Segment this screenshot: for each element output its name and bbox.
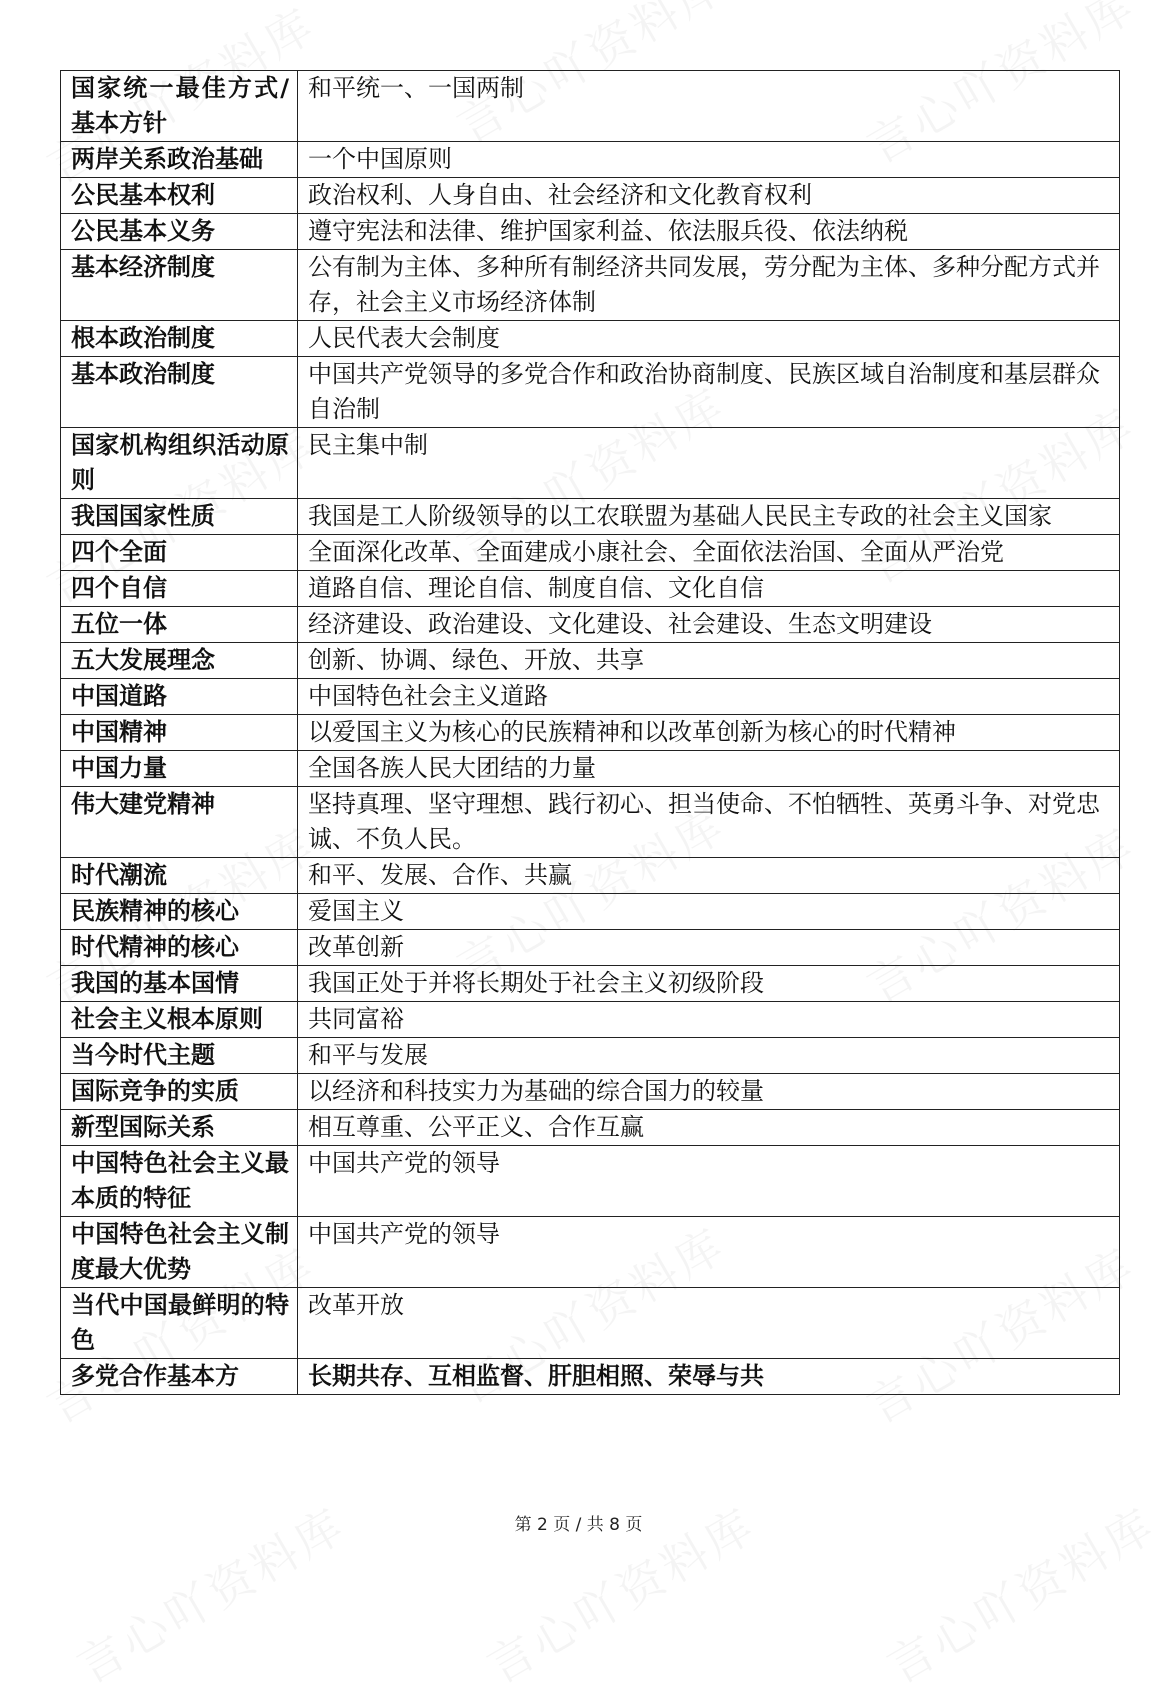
term-cell: 社会主义根本原则 (61, 1002, 298, 1038)
term-cell: 民族精神的核心 (61, 894, 298, 930)
definition-cell: 改革开放 (298, 1288, 1120, 1359)
table-row (61, 607, 1120, 643)
table-row (61, 571, 1120, 607)
table-row (61, 214, 1120, 250)
page-footer: 第 2 页 / 共 8 页 (514, 1515, 643, 1535)
term-cell: 当代中国最鲜明的特色 (61, 1288, 298, 1359)
table-row (61, 1002, 1120, 1038)
definition-cell: 长期共存、互相监督、肝胆相照、荣辱与共 (298, 1359, 1120, 1395)
term-cell: 四个自信 (61, 571, 298, 607)
term-cell: 国家统一最佳方式/基本方针 (61, 71, 298, 142)
definition-cell: 和平与发展 (298, 1038, 1120, 1074)
definition-cell: 我国是工人阶级领导的以工农联盟为基础人民民主专政的社会主义国家 (298, 499, 1120, 535)
definition-cell: 遵守宪法和法律、维护国家利益、依法服兵役、依法纳税 (298, 214, 1120, 250)
term-cell: 伟大建党精神 (61, 787, 298, 858)
definition-cell: 民主集中制 (298, 428, 1120, 499)
definition-cell: 中国共产党的领导 (298, 1217, 1120, 1288)
definition-cell: 全国各族人民大团结的力量 (298, 751, 1120, 787)
term-cell: 两岸关系政治基础 (61, 142, 298, 178)
table-row (61, 142, 1120, 178)
definition-cell: 一个中国原则 (298, 142, 1120, 178)
definition-cell: 经济建设、政治建设、文化建设、社会建设、生态文明建设 (298, 607, 1120, 643)
definition-cell: 中国共产党领导的多党合作和政治协商制度、民族区域自治制度和基层群众自治制 (298, 357, 1120, 428)
definition-cell: 中国特色社会主义道路 (298, 679, 1120, 715)
table-row (61, 1288, 1120, 1359)
table-row (61, 535, 1120, 571)
term-cell: 我国的基本国情 (61, 966, 298, 1002)
definition-cell: 公有制为主体、多种所有制经济共同发展，劳分配为主体、多种分配方式并存，社会主义市场经济体制 (298, 250, 1120, 321)
table-row (61, 1359, 1120, 1395)
table-row (61, 966, 1120, 1002)
term-cell: 新型国际关系 (61, 1110, 298, 1146)
definition-cell: 和平、发展、合作、共赢 (298, 858, 1120, 894)
definition-cell: 全面深化改革、全面建成小康社会、全面依法治国、全面从严治党 (298, 535, 1120, 571)
table-row (61, 250, 1120, 321)
term-cell: 基本经济制度 (61, 250, 298, 321)
term-cell: 根本政治制度 (61, 321, 298, 357)
term-cell: 我国国家性质 (61, 499, 298, 535)
table-row (61, 1146, 1120, 1217)
table-row (61, 178, 1120, 214)
table-row (61, 751, 1120, 787)
table-row (61, 930, 1120, 966)
table-row (61, 1217, 1120, 1288)
definition-cell: 人民代表大会制度 (298, 321, 1120, 357)
table-row (61, 321, 1120, 357)
term-cell: 国家机构组织活动原则 (61, 428, 298, 499)
table-row (61, 858, 1120, 894)
table-row (61, 71, 1120, 142)
term-cell: 四个全面 (61, 535, 298, 571)
table-row (61, 1074, 1120, 1110)
table-row (61, 499, 1120, 535)
table-row (61, 715, 1120, 751)
term-cell: 基本政治制度 (61, 357, 298, 428)
term-cell: 中国精神 (61, 715, 298, 751)
definition-cell: 和平统一、一国两制 (298, 71, 1120, 142)
term-cell: 中国力量 (61, 751, 298, 787)
definition-cell: 中国共产党的领导 (298, 1146, 1120, 1217)
term-cell: 公民基本义务 (61, 214, 298, 250)
table-row (61, 787, 1120, 858)
term-cell: 中国道路 (61, 679, 298, 715)
table-row (61, 894, 1120, 930)
definition-cell: 相互尊重、公平正义、合作互赢 (298, 1110, 1120, 1146)
definition-cell: 爱国主义 (298, 894, 1120, 930)
table-row (61, 1110, 1120, 1146)
table-row (61, 1038, 1120, 1074)
definition-cell: 以爱国主义为核心的民族精神和以改革创新为核心的时代精神 (298, 715, 1120, 751)
definition-cell: 我国正处于并将长期处于社会主义初级阶段 (298, 966, 1120, 1002)
table-row (61, 643, 1120, 679)
term-cell: 五位一体 (61, 607, 298, 643)
table-row (61, 428, 1120, 499)
definition-cell: 道路自信、理论自信、制度自信、文化自信 (298, 571, 1120, 607)
term-cell: 多党合作基本方 (61, 1359, 298, 1395)
term-cell: 当今时代主题 (61, 1038, 298, 1074)
definition-cell: 政治权利、人身自由、社会经济和文化教育权利 (298, 178, 1120, 214)
knowledge-table (60, 70, 1120, 1395)
definition-cell: 以经济和科技实力为基础的综合国力的较量 (298, 1074, 1120, 1110)
term-cell: 公民基本权利 (61, 178, 298, 214)
definition-cell: 坚持真理、坚守理想、践行初心、担当使命、不怕牺牲、英勇斗争、对党忠诚、不负人民。 (298, 787, 1120, 858)
definition-cell: 改革创新 (298, 930, 1120, 966)
term-cell: 五大发展理念 (61, 643, 298, 679)
term-cell: 时代精神的核心 (61, 930, 298, 966)
table-row (61, 679, 1120, 715)
table-row (61, 357, 1120, 428)
term-cell: 国际竞争的实质 (61, 1074, 298, 1110)
term-cell: 中国特色社会主义最本质的特征 (61, 1146, 298, 1217)
term-cell: 时代潮流 (61, 858, 298, 894)
definition-cell: 共同富裕 (298, 1002, 1120, 1038)
definition-cell: 创新、协调、绿色、开放、共享 (298, 643, 1120, 679)
term-cell: 中国特色社会主义制度最大优势 (61, 1217, 298, 1288)
